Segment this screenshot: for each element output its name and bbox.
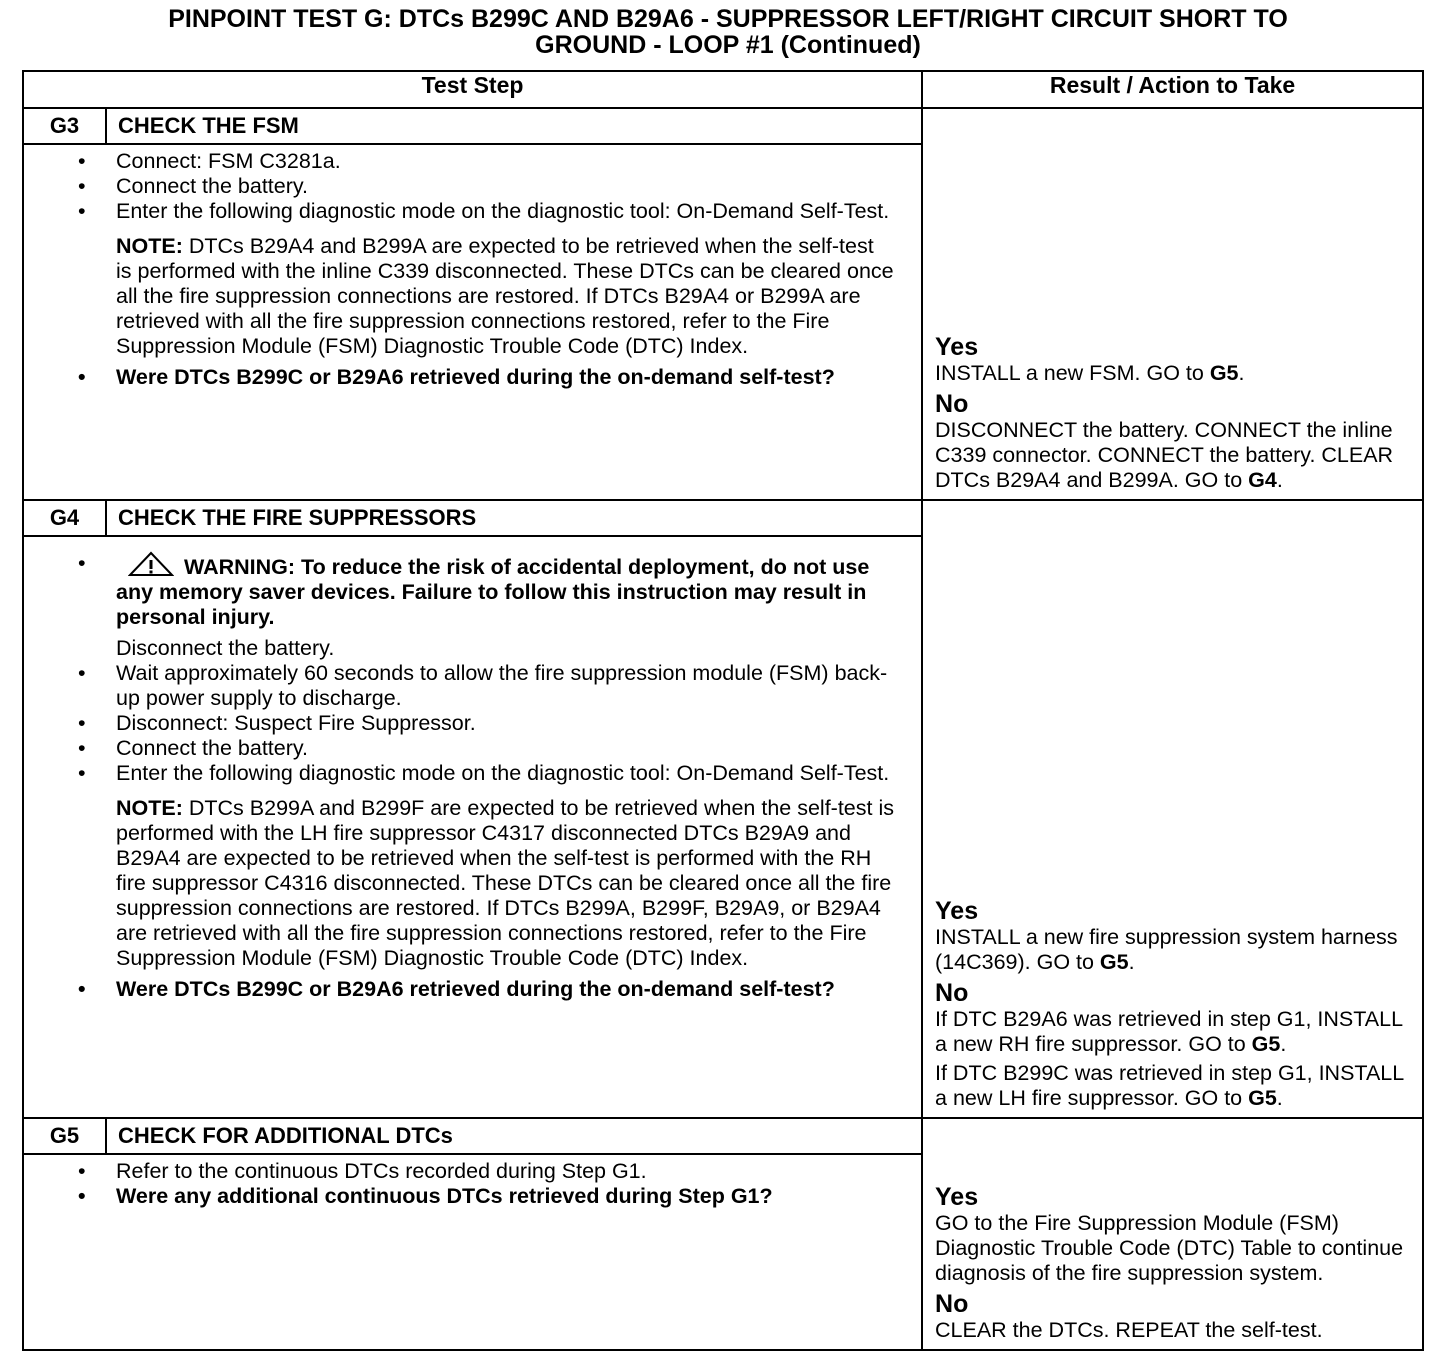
- g3-yes-label: Yes: [935, 333, 979, 361]
- step-title-g4: CHECK THE FIRE SUPPRESSORS: [106, 500, 922, 536]
- list-item: • Enter the following diagnostic mode on the diagnostic tool: On-Demand Self-Test.: [116, 761, 895, 786]
- warning-triangle-icon: [128, 551, 174, 577]
- step-g3-body: [23, 144, 922, 500]
- step-title-g3: CHECK THE FSM: [106, 108, 922, 144]
- list-item: • Connect the battery.: [116, 174, 895, 199]
- g3-yes-text: INSTALL a new FSM. GO to G5.: [935, 361, 1245, 385]
- step-g4-title-row: [23, 500, 1423, 536]
- g4-no-text-2: If DTC B299C was retrieved in step G1, INSTALL a new LH fire suppressor. GO to G5.: [935, 1061, 1404, 1110]
- g3-yes-goto: G5: [1209, 361, 1239, 385]
- g3-no-goto: G4: [1248, 468, 1277, 492]
- g5-no-label: No: [935, 1290, 969, 1318]
- step-g5-body: [23, 1154, 922, 1350]
- step-g4-body: [23, 536, 922, 1118]
- list-item: • Disconnect: Suspect Fire Suppressor.: [116, 711, 895, 736]
- list-item: • Connect: FSM C3281a.: [116, 149, 895, 174]
- g4-question: • Were DTCs B299C or B29A6 retrieved during the on-demand self-test?: [116, 977, 895, 1002]
- title-line-2: GROUND - LOOP #1 (Continued): [535, 31, 921, 59]
- g3-no-label: No: [935, 390, 969, 418]
- step-id-g4: G4: [23, 500, 106, 536]
- result-g3: [922, 108, 1423, 500]
- pinpoint-test-table: [22, 70, 1424, 1351]
- g3-no-text: DISCONNECT the battery. CONNECT the inline C339 connector. CONNECT the battery. CLEAR DTCs B29A4 and B299A. GO to G4.: [935, 418, 1394, 492]
- g4-yes-text: INSTALL a new fire suppression system harness (14C369). GO to G5.: [935, 925, 1398, 974]
- g4-yes-label: Yes: [935, 897, 979, 925]
- list-item: • Enter the following diagnostic mode on the diagnostic tool: On-Demand Self-Test.: [116, 199, 895, 224]
- step-g5-title-row: [23, 1118, 1423, 1154]
- g3-question: • Were DTCs B299C or B29A6 retrieved during the on-demand self-test?: [116, 365, 895, 390]
- g4-no1-goto: G5: [1251, 1032, 1281, 1056]
- g4-note: NOTE: DTCs B299A and B299F are expected to be retrieved when the self-test is performed with the LH fire suppressor C4317 disconnected DTCs B29A9 and B29A4 are expected to be retrieved when the self-test is performed with the RH fire suppressor C4316 disconnected. These DTCs can be cleared once all the fire suppression connections are restored. If DTCs B299A, B299F, B29A9, or B29A4 are retrieved with all the fire suppression connections restored, refer to the Fire Suppression Module (FSM) Diagnostic Trouble Code (DTC) Index.: [116, 796, 894, 970]
- g5-yes-text: GO to the Fire Suppression Module (FSM) Diagnostic Trouble Code (DTC) Table to continue diagnosis of the fire suppression system.: [935, 1211, 1404, 1285]
- page-title: [0, 6, 1456, 58]
- list-item: • Wait approximately 60 seconds to allow the fire suppression module (FSM) back-up power supply to discharge.: [116, 661, 895, 711]
- g5-yes-label: Yes: [935, 1183, 979, 1211]
- table-header-row: [23, 71, 1423, 108]
- test-step-header: Test Step: [23, 71, 922, 108]
- g5-question: • Were any additional continuous DTCs retrieved during Step G1?: [116, 1184, 895, 1209]
- result-header: Result / Action to Take: [922, 71, 1423, 108]
- g4-yes-goto: G5: [1099, 950, 1129, 974]
- g3-note: NOTE: DTCs B29A4 and B299A are expected to be retrieved when the self-test is performed with the inline C339 disconnected. These DTCs can be cleared once all the fire suppression connections are restored. If DTCs B29A4 or B299A are retrieved with all the fire suppression connections restored, refer to the Fire Suppression Module (FSM) Diagnostic Trouble Code (DTC) Index.: [116, 234, 894, 358]
- step-id-g5: G5: [23, 1118, 106, 1154]
- list-item: • Refer to the continuous DTCs recorded during Step G1.: [116, 1159, 895, 1184]
- list-item: [116, 551, 895, 661]
- g4-no2-goto: G5: [1248, 1086, 1277, 1110]
- g4-no-label: No: [935, 979, 969, 1007]
- g5-no-text: CLEAR the DTCs. REPEAT the self-test.: [935, 1318, 1323, 1342]
- step-title-g5: CHECK FOR ADDITIONAL DTCs: [106, 1118, 922, 1154]
- step-id-g3: G3: [23, 108, 106, 144]
- title-line-1: PINPOINT TEST G: DTCs B299C AND B29A6 - SUPPRESSOR LEFT/RIGHT CIRCUIT SHORT TO: [168, 5, 1288, 33]
- list-item: • Connect the battery.: [116, 736, 895, 761]
- result-g5: [922, 1118, 1423, 1350]
- g4-warning: WARNING: To reduce the risk of accidental deployment, do not use any memory saver devices. Failure to follow this instruction may result in personal injury.: [116, 555, 869, 629]
- g4-no-text-1: If DTC B29A6 was retrieved in step G1, INSTALL a new RH fire suppressor. GO to G5.: [935, 1007, 1403, 1056]
- result-g4: [922, 500, 1423, 1118]
- step-g3-title-row: [23, 108, 1423, 144]
- g4-after-warning: Disconnect the battery.: [116, 636, 335, 660]
